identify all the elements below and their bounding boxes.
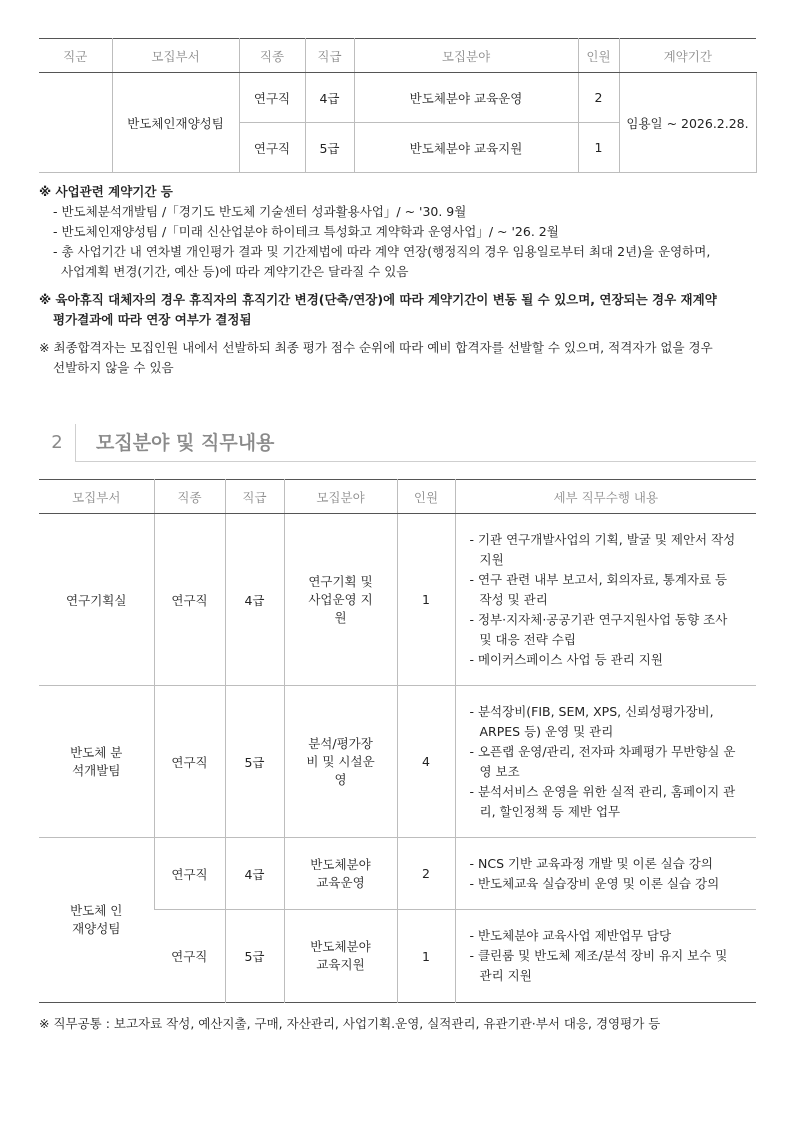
dept-cell: 반도체인재양성팀 xyxy=(112,73,239,173)
duties-cell xyxy=(455,686,756,838)
header-cell: 인원 xyxy=(397,480,455,514)
header-cell: 모집분야 xyxy=(354,39,578,73)
dept-cell xyxy=(39,686,154,838)
grade-cell: 4급 xyxy=(225,514,284,686)
recruitment-summary-table xyxy=(39,38,757,173)
notes-heading: ※ 사업관련 계약기간 등 xyxy=(39,184,173,199)
note-line: 선발하지 않을 수 있음 xyxy=(53,360,174,375)
field-cell xyxy=(284,910,397,1003)
grade-cell: 5급 xyxy=(225,910,284,1003)
section-number: 2 xyxy=(39,424,76,462)
field-text: 반도체분야 교육지원 xyxy=(310,939,371,972)
field-cell xyxy=(284,838,397,910)
header-cell: 모집부서 xyxy=(39,480,154,514)
table-row xyxy=(39,73,756,123)
field-cell xyxy=(284,686,397,838)
table-row xyxy=(39,514,756,686)
duty-item: - 오픈랩 운영/관리, 전자파 차폐평가 무반향실 운영 보조 xyxy=(469,743,736,779)
grade-cell: 5급 xyxy=(305,123,354,173)
field-cell: 반도체분야 교육지원 xyxy=(354,123,578,173)
field-cell: 반도체분야 교육운영 xyxy=(354,73,578,123)
note-line: 사업계획 변경(기간, 예산 등)에 따라 계약기간은 달라질 수 있음 xyxy=(61,264,409,279)
type-cell: 연구직 xyxy=(154,838,225,910)
header-cell: 직군 xyxy=(39,39,112,73)
job-group-cell xyxy=(39,73,112,173)
duty-item: - 기관 연구개발사업의 기획, 발굴 및 제안서 작성 지원 xyxy=(469,531,736,567)
header-cell: 계약기간 xyxy=(619,39,756,73)
table-row xyxy=(39,686,756,838)
table-header-row xyxy=(39,39,756,73)
duty-item: - 분석장비(FIB, SEM, XPS, 신뢰성평가장비, ARPES 등) 운영 및 관리 xyxy=(469,703,714,739)
grade-cell: 4급 xyxy=(305,73,354,123)
dept-cell: 연구기획실 xyxy=(39,514,154,686)
field-text: 연구기획 및 사업운영 지원 xyxy=(308,573,373,625)
note-line: - 반도체인재양성팀 /「미래 신산업분야 하이테크 특성화고 계약학과 운영사업」/ ~ '26. 2월 xyxy=(53,224,559,239)
header-cell: 모집부서 xyxy=(112,39,239,73)
parental-leave-note xyxy=(39,290,759,330)
final-candidate-note xyxy=(39,338,759,378)
header-cell: 직급 xyxy=(225,480,284,514)
job-duties-table xyxy=(39,479,756,1003)
duty-item: - NCS 기반 교육과정 개발 및 이론 실습 강의 xyxy=(469,855,713,871)
duty-item: - 메이커스페이스 사업 등 관리 지원 xyxy=(469,651,663,667)
type-cell: 연구직 xyxy=(239,73,305,123)
note-line: 평가결과에 따라 연장 여부가 결정됨 xyxy=(53,312,252,327)
dept-text: 반도체 인재양성팀 xyxy=(70,903,123,936)
note-line: - 총 사업기간 내 연차별 개인평가 결과 및 기간제법에 따라 계약 연장(행정직의 경우 임용일로부터 최대 2년)을 운영하며, xyxy=(53,244,711,259)
count-cell: 1 xyxy=(397,514,455,686)
section-heading xyxy=(39,424,756,462)
field-text: 반도체분야 교육운영 xyxy=(310,856,371,890)
duty-item: - 클린룸 및 반도체 제조/분석 장비 유지 보수 및 관리 지원 xyxy=(469,948,728,983)
type-cell: 연구직 xyxy=(154,514,225,686)
note-line: ※ 육아휴직 대체자의 경우 휴직자의 휴직기간 변경(단축/연장)에 따라 계약기간이 변동 될 수 있으며, 연장되는 경우 재계약 xyxy=(39,292,717,307)
count-cell: 2 xyxy=(578,73,619,123)
duties-cell xyxy=(455,910,756,1003)
type-cell: 연구직 xyxy=(239,123,305,173)
header-cell: 직종 xyxy=(239,39,305,73)
table-header-row xyxy=(39,480,756,514)
grade-cell: 5급 xyxy=(225,686,284,838)
header-cell: 직종 xyxy=(154,480,225,514)
duty-item: - 분석서비스 운영을 위한 실적 관리, 홈페이지 관리, 할인정책 등 제반 업무 xyxy=(469,783,736,819)
duties-cell xyxy=(455,514,756,686)
header-cell: 세부 직무수행 내용 xyxy=(455,480,756,514)
count-cell: 2 xyxy=(397,838,455,910)
dept-cell xyxy=(39,838,154,1003)
field-cell xyxy=(284,514,397,686)
grade-cell: 4급 xyxy=(225,838,284,910)
type-cell: 연구직 xyxy=(154,910,225,1003)
duty-item: - 정부·지자체·공공기관 연구지원사업 동향 조사 및 대응 전략 수립 xyxy=(469,611,728,647)
header-cell: 직급 xyxy=(305,39,354,73)
duty-item: - 연구 관련 내부 보고서, 회의자료, 통계자료 등 작성 및 관리 xyxy=(469,571,728,607)
count-cell: 1 xyxy=(397,910,455,1003)
common-duties-note: ※ 직무공통 : 보고자료 작성, 예산지출, 구매, 자산관리, 사업기획.운영, 실적관리, 유관기관·부서 대응, 경영평가 등 xyxy=(39,1016,661,1031)
table-row xyxy=(39,838,756,910)
contract-notes xyxy=(39,182,759,282)
duty-item: - 반도체교육 실습장비 운영 및 이론 실습 강의 xyxy=(469,875,720,891)
count-cell: 4 xyxy=(397,686,455,838)
count-cell: 1 xyxy=(578,123,619,173)
note-line: ※ 최종합격자는 모집인원 내에서 선발하되 최종 평가 점수 순위에 따라 예비 합격자를 선발할 수 있으며, 적격자가 없을 경우 xyxy=(39,340,713,355)
type-cell: 연구직 xyxy=(154,686,225,838)
contract-cell: 임용일 ~ 2026.2.28. xyxy=(619,73,756,173)
field-text: 분석/평가장비 및 시설운영 xyxy=(306,735,375,787)
section-title: 모집분야 및 직무내용 xyxy=(96,432,275,454)
dept-text: 반도체 분석개발팀 xyxy=(70,744,123,778)
section-divider xyxy=(75,461,756,462)
note-line: - 반도체분석개발팀 /「경기도 반도체 기술센터 성과활용사업」/ ~ '30. 9월 xyxy=(53,204,467,219)
duty-item: - 반도체분야 교육사업 제반업무 담당 xyxy=(469,928,672,943)
header-cell: 인원 xyxy=(578,39,619,73)
duties-cell xyxy=(455,838,756,910)
header-cell: 모집분야 xyxy=(284,480,397,514)
